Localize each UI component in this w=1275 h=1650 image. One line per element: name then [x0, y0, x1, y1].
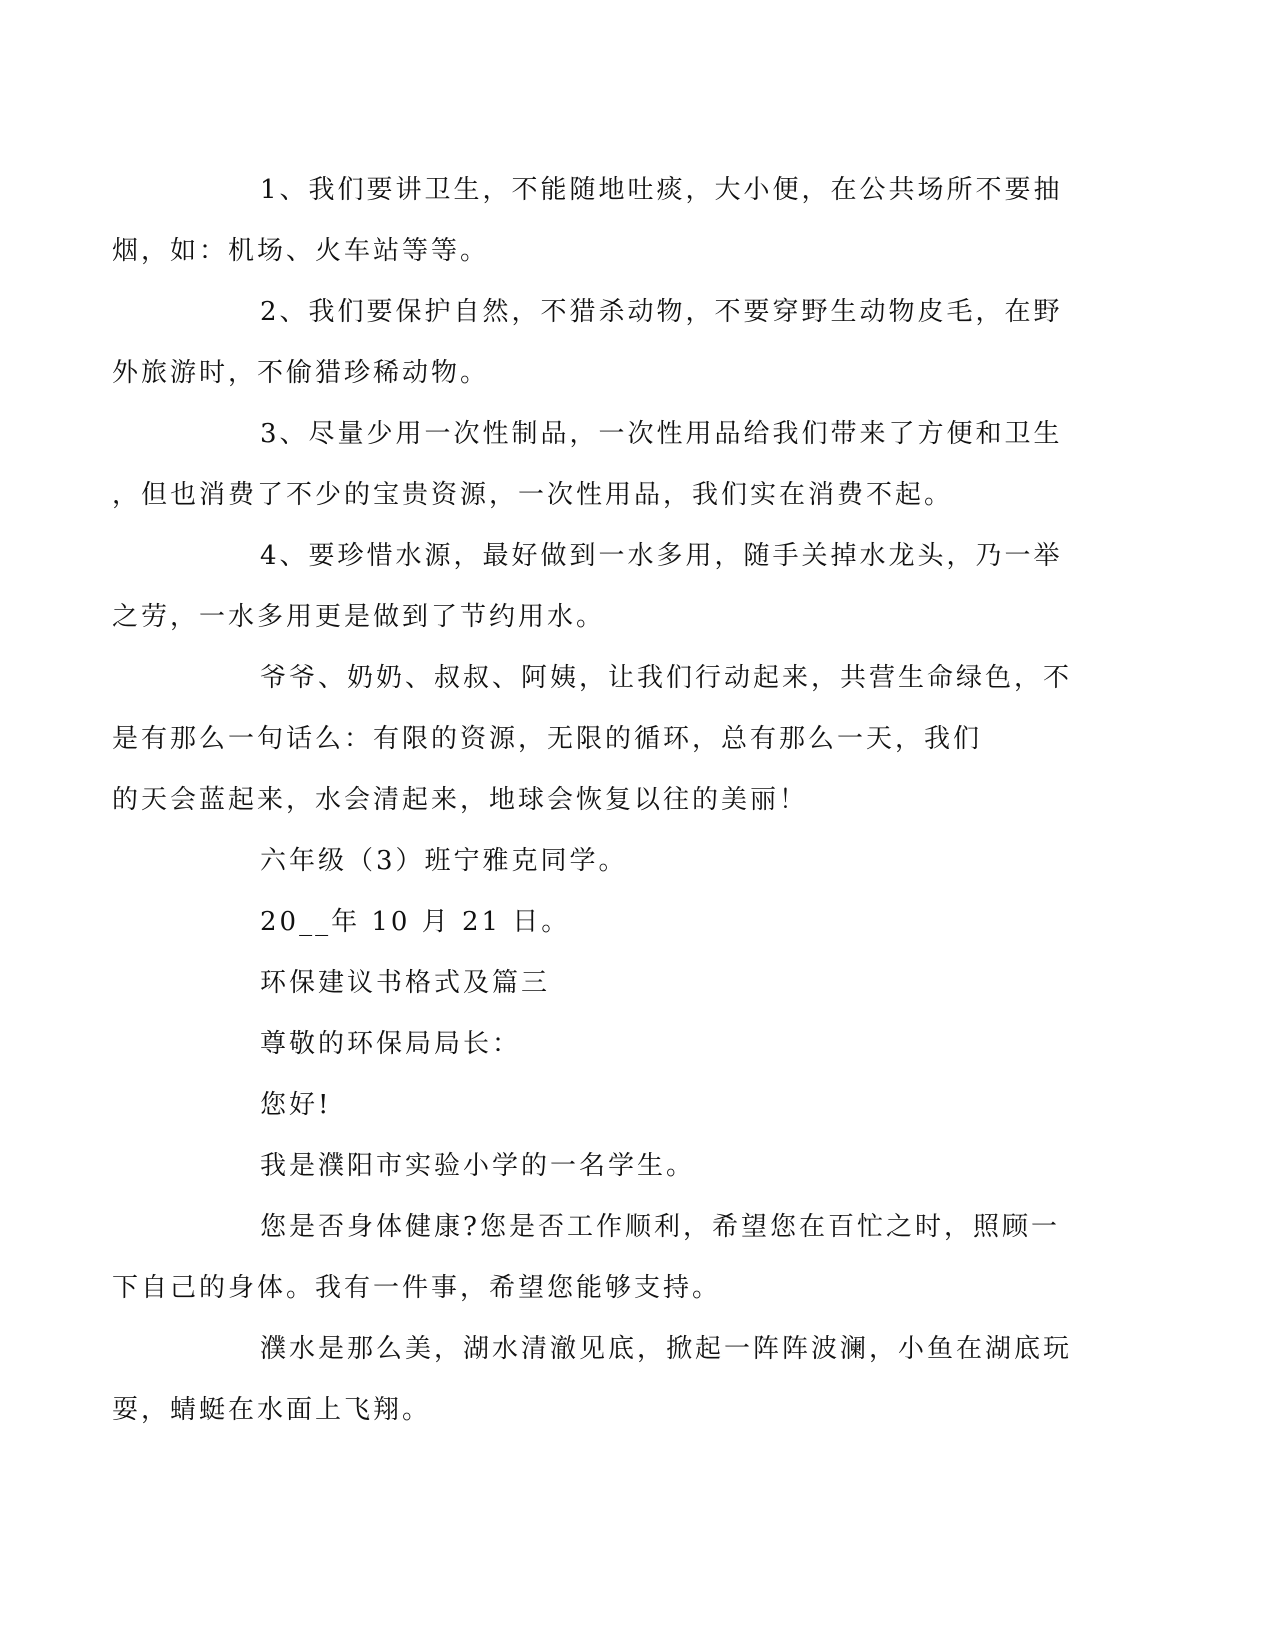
paragraph-line: 1、我们要讲卫生，不能随地吐痰，大小便，在公共场所不要抽 — [260, 175, 1063, 205]
paragraph-line: 的天会蓝起来，水会清起来，地球会恢复以往的美丽！ — [112, 785, 809, 815]
paragraph-line: 下自己的身体。我有一件事，希望您能够支持。 — [112, 1273, 722, 1303]
paragraph-line: 烟，如：机场、火车站等等。 — [112, 236, 490, 266]
paragraph-line: 环保建议书格式及篇三 — [260, 968, 551, 998]
paragraph-call-to-action — [112, 648, 1073, 831]
paragraph-river-description — [112, 1319, 1073, 1441]
paragraph-line: 4、要珍惜水源，最好做到一水多用，随手关掉水龙头，乃一举 — [260, 541, 1063, 571]
paragraph-line: 六年级（3）班宁雅克同学。 — [260, 846, 628, 876]
signature-line — [186, 831, 1066, 892]
greeting — [186, 1075, 1066, 1136]
paragraph-item-4 — [112, 526, 1066, 648]
salutation — [186, 1014, 1066, 1075]
paragraph-line: 3、尽量少用一次性制品，一次性用品给我们带来了方便和卫生 — [260, 419, 1063, 449]
paragraph-line: 爷爷、奶奶、叔叔、阿姨，让我们行动起来，共营生命绿色，不 — [260, 663, 1073, 693]
paragraph-item-1 — [112, 160, 1066, 282]
paragraph-line: 您是否身体健康?您是否工作顺利，希望您在百忙之时，照顾一 — [260, 1212, 1060, 1242]
paragraph-line: 20__年 10 月 21 日。 — [260, 907, 571, 937]
paragraph-line: ，但也消费了不少的宝贵资源，一次性用品，我们实在消费不起。 — [112, 480, 954, 510]
paragraph-item-2 — [112, 282, 1066, 404]
date-line — [186, 892, 1066, 953]
paragraph-line: 尊敬的环保局局长： — [260, 1029, 522, 1059]
paragraph-line: 我是濮阳市实验小学的一名学生。 — [260, 1151, 696, 1181]
paragraph-wellbeing — [112, 1197, 1066, 1319]
paragraph-line: 之劳，一水多用更是做到了节约用水。 — [112, 602, 606, 632]
paragraph-line: 您好! — [260, 1090, 332, 1120]
paragraph-line: 外旅游时，不偷猎珍稀动物。 — [112, 358, 490, 388]
paragraph-line: 是有那么一句话么：有限的资源，无限的循环，总有那么一天，我们 — [112, 724, 983, 754]
paragraph-item-3 — [112, 404, 1066, 526]
document-body — [112, 160, 1073, 1441]
section-heading — [186, 953, 1066, 1014]
paragraph-line: 濮水是那么美，湖水清澈见底，掀起一阵阵波澜，小鱼在湖底玩 — [260, 1334, 1073, 1364]
paragraph-line: 2、我们要保护自然，不猎杀动物，不要穿野生动物皮毛，在野 — [260, 297, 1063, 327]
introduction — [186, 1136, 1066, 1197]
paragraph-line: 耍，蜻蜓在水面上飞翔。 — [112, 1395, 432, 1425]
